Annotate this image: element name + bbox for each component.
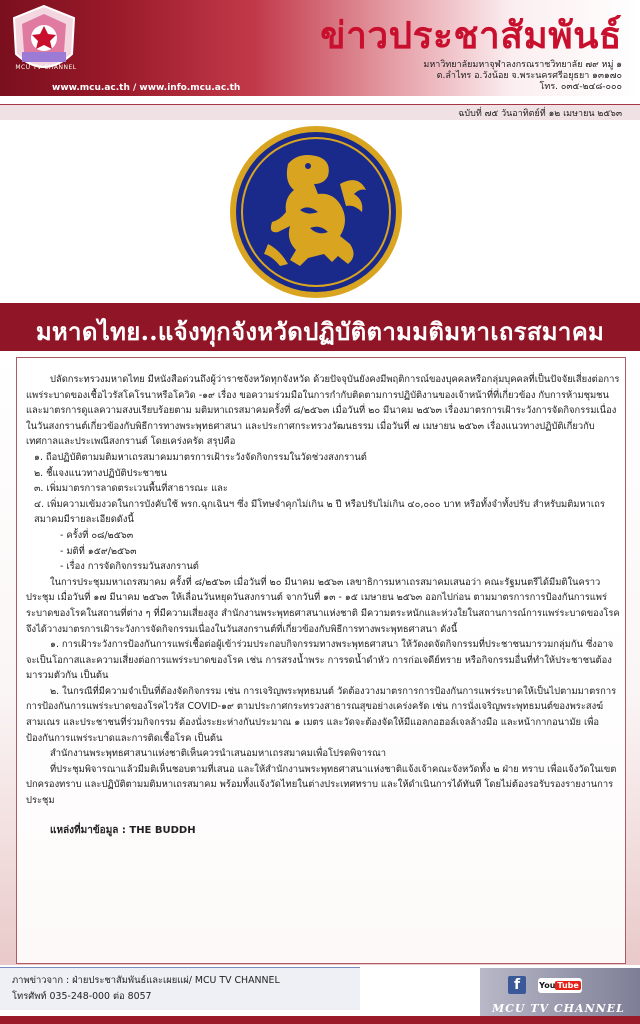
paragraph: ๒. ในกรณีที่มีความจำเป็นที่ต้องจัดกิจกรรม เช่น การเจริญพระพุทธมนต์ วัดต้องวางมาตรการการป้องกันการแพร่ระบาดให้เป็นไปตามมาตรการการป้องกันการแพร่ระบาดของโรคไวรัส COVID-๑๙ ตามประกาศกระทรวงสาธารณสุขอย่างเคร่งครัด เช่น การนั่งเจริญพระพุทธมนต์ของพระสงฆ์ สามเณร และประชาชนที่ร่วมกิจกรรม ต้องนั่งระยะห่างกันประมาณ ๑ เมตร และวัดจะต้องจัดให้มีแอลกอฮอล์เจลล้างมือ และหน้ากากอนามัย เพื่อป้องกันการแพร่ระบาดและการติดเชื้อโรค เป็นต้น xyxy=(26,685,617,744)
ministry-lion-seal-icon xyxy=(228,124,404,300)
sub-list-item: - ครั้งที่ ๐๘/๒๕๖๓ xyxy=(60,529,134,541)
paragraph: ในการประชุมมหาเถรสมาคม ครั้งที่ ๘/๒๕๖๓ เมื่อวันที่ ๒๐ มีนาคม ๒๕๖๓ เลขาธิการมหาเถรสมาคมเสนอว่า คณะรัฐมนตรีได้มีมติในคราวประชุม เมื่อวันที่ ๑๗ มีนาคม ๒๕๖๓ ให้เลื่อนวันหยุดวันสงกรานต์ จากวันที่ ๑๓ - ๑๕ เมษายน ๒๕๖๓ ออกไปก่อน ตามมาตรการการป้องกันการแพร่ระบาดของโรคในสถานที่ต่าง ๆ ที่มีความเสี่ยงสูง สำนักงานพระพุทธศาสนาแห่งชาติ มีความตระหนักและห่วงใยในสถานการณ์การแพร่ระบาดของโรค จึงได้วางมาตรการเฝ้าระวังการจัดกิจกรรมเนื่องในวันสงกรานต์ที่เกี่ยวข้องกับพิธีการทางพระพุทธศาสนา ดังนี้ xyxy=(26,576,620,635)
footer-phone: โทรศัพท์ 035-248-000 ต่อ 8057 xyxy=(12,991,152,1002)
channel-name: MCU TV CHANNEL xyxy=(492,1002,625,1015)
youtube-icon[interactable] xyxy=(538,978,582,993)
list-item: ๔. เพิ่มความเข้มงวดในการบังคับใช้ พรก.ฉุกเฉินฯ ซึ่ง มีโทษจำคุกไม่เกิน ๒ ปี หรือปรับไม่เกิน ๔๐,๐๐๐ บาท หรือทั้งจำทั้งปรับ สำหรับมติมหาเถรสมาคมมีรายละเอียดดังนี้ xyxy=(34,498,605,526)
issue-info: ฉบับที่ ๗๕ วันอาทิตย์ที่ ๑๒ เมษายน ๒๕๖๓ xyxy=(458,109,622,119)
list-item: ๑. ถือปฏิบัติตามมติมหาเถรสมาคมมาตรการเฝ้าระวังจัดกิจกรรมในวัดช่วงสงกรานต์ xyxy=(34,451,367,463)
headline: มหาดไทย..แจ้งทุกจังหวัดปฏิบัติตามมติมหาเถรสมาคม xyxy=(35,317,605,346)
paragraph: ที่ประชุมพิจารณาแล้วมีมติเห็นชอบตามที่เสนอ และให้สำนักงานพระพุทธศาสนาแห่งชาติแจ้งเจ้าคณะจังหวัดทั้ง ๒ ฝ่าย ทราบ เพื่อแจ้งวัดในเขตปกครองทราบ และปฏิบัติตามมติมหาเถรสมาคม พร้อมทั้งแจ้งวัดไทยในต่างประเทศทราบ และให้ดำเนินการได้ทันที โดยไม่ต้องรอรับรองรายงานการประชุม xyxy=(26,763,617,807)
facebook-icon[interactable]: f xyxy=(508,976,526,994)
article-body xyxy=(26,372,622,838)
paragraph: ๑. การเฝ้าระวังการป้องกันการแพร่เชื้อต่อผู้เข้าร่วมประกอบกิจกรรมทางพระพุทธศาสนา ให้วัดงดจัดกิจกรรมที่ประชาชนมารวมกลุ่มกัน ซึ่งอาจจะเป็นโอกาสและความเสี่ยงต่อการแพร่ระบาดของโรค เช่น การสรงน้ำพระ การรดน้ำดำหัว การก่อเจดีย์ทราย หรือกิจกรรมอื่นที่ทำให้ประชาชนต้องมารวมตัวกัน เป็นต้น xyxy=(26,639,614,682)
youtube-you: You xyxy=(539,981,556,990)
address-line: โทร. ๐๓๕-๒๔๘-๐๐๐ xyxy=(539,82,622,92)
website-urls: www.mcu.ac.th / www.info.mcu.ac.th xyxy=(52,83,241,93)
bottom-strip xyxy=(0,1016,640,1024)
address-block xyxy=(292,60,622,93)
address-line: ต.ลำไทร อ.วังน้อย จ.พระนครศรีอยุธยา ๑๓๑๗๐ xyxy=(436,71,622,81)
page-title: ข่าวประชาสัมพันธ์ xyxy=(320,13,622,57)
sub-list-item: - เรื่อง การจัดกิจกรรมวันสงกรานต์ xyxy=(60,561,199,573)
paragraph: สำนักงานพระพุทธศาสนาแห่งชาติเห็นควรนำเสนอมหาเถรสมาคมเพื่อโปรดพิจารณา xyxy=(50,748,386,760)
address-line: มหาวิทยาลัยมหาจุฬาลงกรณราชวิทยาลัย ๗๙ หมู่ ๑ xyxy=(423,60,622,70)
list-item: ๓. เพิ่มมาตรการลาดตระเวนพื้นที่สาธารณะ และ xyxy=(34,483,228,495)
list-item: ๒. ชี้แจงแนวทางปฏิบัติประชาชน xyxy=(34,467,168,479)
paragraph: ปลัดกระทรวงมหาดไทย มีหนังสือด่วนถึงผู้ว่าราชจังหวัดทุกจังหวัด ด้วยปัจจุบันยังคงมีพฤติการณ์ของบุคคลหรือกลุ่มบุคคลที่เป็นปัจจัยเสี่ยงต่อการแพร่ระบาดของเชื้อไวรัสโคโรนาหรือโควิด -๑๙ เรื่อง ขอความร่วมมือในการกำกับติดตามการปฏิบัติงานของเจ้าหน้าที่ที่เกี่ยวข้อง กับการห้ามชุมชนและมาตรการดูแลความสงบเรียบร้อยตาม มติมหาเถรสมาคมครั้งที่ ๘/๒๕๖๓ เมื่อวันที่ ๒๐ มีนาคม ๒๕๖๓ เรื่องมาตรการเฝ้าระวังการจัดกิจกรรมเนื่องในวันสงกรานต์เกี่ยวข้องกับพิธีการทางพระพุทธศาสนา และประกาศกระทรวงวัฒนธรรม เมื่อวันที่ ๗ เมษายน ๒๕๖๓ เรื่องแนวทางปฏิบัติเกี่ยวกับเทศกาลและประเพณีสงกรานต์ โดยเคร่งครัด สรุปคือ xyxy=(26,374,620,448)
logo-subtext: MCU TV CHANNEL xyxy=(15,64,77,71)
sub-list-item: - มติที่ ๑๕๙/๒๕๖๓ xyxy=(60,545,137,557)
youtube-tube: Tube xyxy=(557,981,579,990)
footer-credit: ภาพข่าวจาก : ฝ่ายประชาสัมพันธ์และเผยแผ่/ MCU TV CHANNEL xyxy=(12,975,280,986)
source-line: แหล่งที่มาข้อมูล : THE BUDDH xyxy=(50,824,196,836)
